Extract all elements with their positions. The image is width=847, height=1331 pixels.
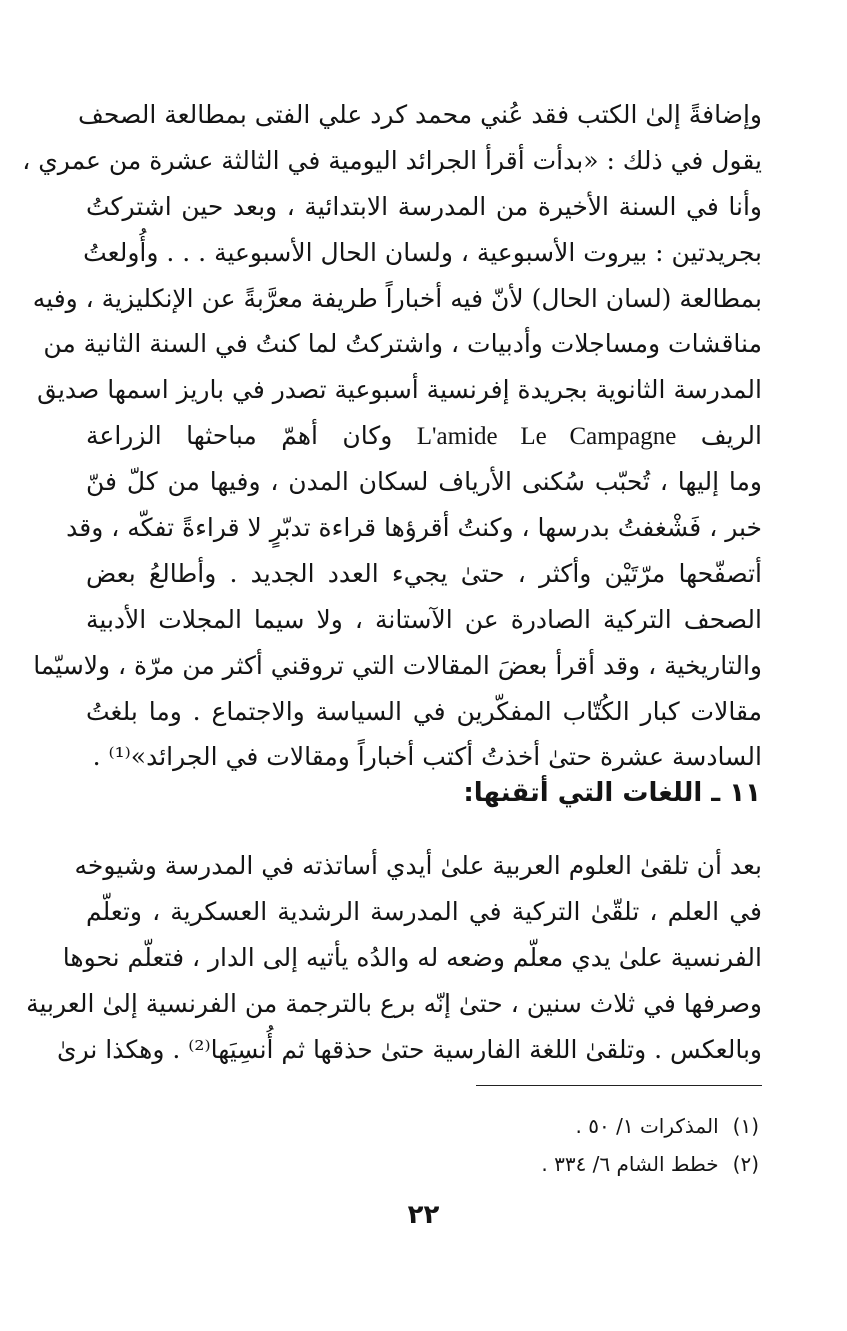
text-line: السادسة عشرة حتىٰ أخذتُ أكتب أخباراً ومقالات في الجرائد»⁽¹⁾ . [92, 742, 762, 772]
text-line: مقالات كبار الكُتّاب المفكّرين في السياسة والاجتماع . وما بلغتُ [86, 696, 762, 726]
text-line: والتاريخية ، وقد أقرأ بعضَ المقالات التي تروقني أكثر من مرّة ، ولاسيّما [33, 650, 762, 680]
footnote-number: (٢) [732, 1152, 759, 1176]
quotation-paragraph [22, 92, 762, 780]
line-segment: وكان أهمّ مباحثها الزراعة [86, 421, 393, 451]
section-heading: ١١ ـ اللغات التي أتقنها: [463, 778, 761, 808]
text-line: بعد أن تلقىٰ العلوم العربية علىٰ أيدي أساتذته في المدرسة وشيوخه [74, 851, 762, 880]
footnote-text: خطط الشام ٦/ ٣٣٤ . [541, 1152, 719, 1176]
footnote-number: (١) [732, 1114, 759, 1138]
text-line: وبالعكس . وتلقىٰ اللغة الفارسية حتىٰ حذقها ثم أُنسِيَها⁽²⁾ . وهكذا نرىٰ [57, 1034, 762, 1064]
text-line: وصرفها في ثلاث سنين ، حتىٰ إنّه برع بالترجمة من الفرنسية إلىٰ العربية [26, 988, 762, 1018]
languages-paragraph [26, 843, 762, 1072]
footnotes [541, 1107, 759, 1183]
text-line: الفرنسية علىٰ يدي معلّم وضعه له والدُه يأتيه إلى الدار ، فتعلّم نحوها [62, 942, 762, 972]
footnote-separator [476, 1085, 762, 1086]
latin-newspaper-title: L'amide Le Campagne [416, 423, 677, 451]
line-segment: الريف [700, 421, 762, 451]
text-line: وإضافةً إلىٰ الكتب فقد عُني محمد كرد علي الفتى بمطالعة الصحف [78, 100, 762, 129]
text-line: بجريدتين : بيروت الأسبوعية ، ولسان الحال الأسبوعية . . . وأُولعتُ [83, 237, 762, 267]
text-line: أتصفّحها مرّتَيْن وأكثر ، حتىٰ يجيء العدد الجديد . وأطالعُ بعض [86, 558, 762, 588]
text-line: يقول في ذلك : «بدأت أقرأ الجرائد اليومية في الثالثة عشرة من عمري ، [22, 145, 762, 175]
text-line: خبر ، فَشْغفتُ بدرسها ، وكنتُ أقرؤها قراءة تدبّرٍ لا قراءةً تفكّه ، وقد [66, 513, 762, 543]
text-line-with-latin [86, 413, 762, 459]
footnote-text: المذكرات ١/ ٥٠ . [575, 1114, 719, 1138]
text-line: في العلم ، تلقّىٰ التركية في المدرسة الرشدية العسكرية ، وتعلّم [86, 896, 762, 926]
text-line: وما إليها ، تُحبّب سُكنى الأرياف لسكان المدن ، وفيها من كلّ فنّ [86, 467, 762, 497]
text-line: وأنا في السنة الأخيرة من المدرسة الابتدائية ، وبعد حين اشتركتُ [86, 191, 762, 221]
text-line: المدرسة الثانوية بجريدة إفرنسية أسبوعية تصدر في باريز اسمها صديق [37, 375, 762, 405]
text-line: الصحف التركية الصادرة عن الآستانة ، ولا سيما المجلات الأدبية [86, 604, 762, 634]
text-line: مناقشات ومساجلات وأدبيات ، واشتركتُ لما كنتُ في السنة الثانية من [43, 329, 762, 359]
footnote-item [541, 1145, 759, 1183]
footnote-item [541, 1107, 759, 1145]
text-line: بمطالعة (لسان الحال) لأنّ فيه أخباراً طريفة معرَّبةً عن الإنكليزية ، وفيه [32, 283, 762, 313]
page-number: ٢٢ [407, 1200, 440, 1230]
